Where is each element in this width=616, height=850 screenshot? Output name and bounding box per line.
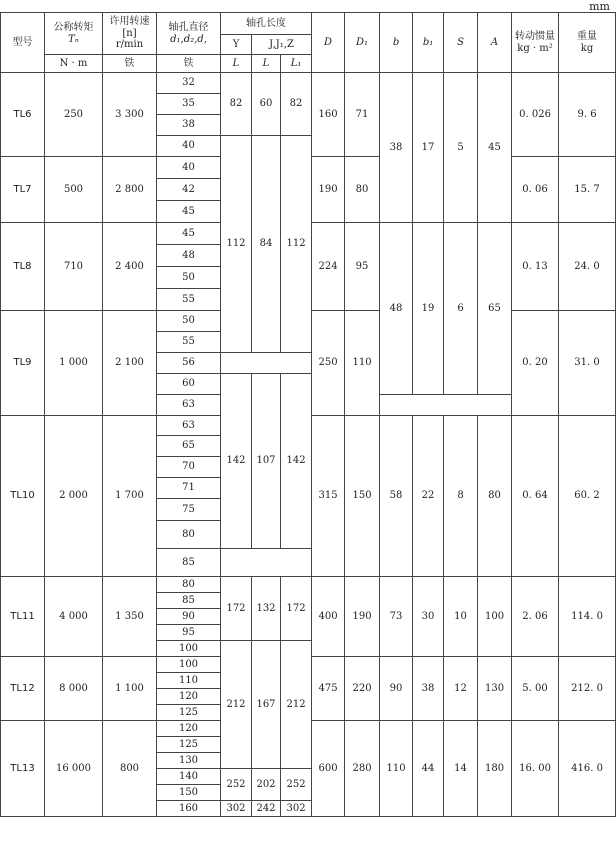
weight-cell: 212. 0 [559,657,616,721]
D-cell: 315 [312,416,345,577]
diameter-cell: 120 [157,721,221,737]
inertia-cell: 0. 13 [512,223,559,311]
model-name: TL11 [1,577,45,657]
D1-cell: 71 [345,73,380,157]
diameter-cell: 130 [157,753,221,769]
diameter-cell: 160 [157,801,221,817]
diameter-cell: 56 [157,353,221,374]
coupling-spec-table [0,12,616,817]
inertia-cell: 5. 00 [512,657,559,721]
D-cell: 475 [312,657,345,721]
torque-cell: 1 000 [45,311,103,416]
S-cell: 14 [444,721,478,817]
header-bore: 轴孔直径 d₁,d₂,d, [157,13,221,55]
header-L-j: L [252,55,281,73]
diameter-cell: 50 [157,311,221,332]
model-name: TL10 [1,416,45,577]
diameter-cell: 42 [157,179,221,201]
inertia-cell: 0. 20 [512,311,559,416]
header-speed-material: 铁 [103,55,157,73]
diameter-cell: 40 [157,157,221,179]
header-D1: D₁ [345,13,380,73]
b-cell: 38 [380,73,413,223]
length-l1-cell: 252 [281,769,312,801]
diameter-cell: 100 [157,641,221,657]
diameter-cell: 75 [157,499,221,521]
header-torque-unit: N · m [45,55,103,73]
torque-cell: 16 000 [45,721,103,817]
speed-cell: 1 700 [103,416,157,577]
diameter-cell: 80 [157,577,221,593]
b1-cell: 17 [413,73,444,223]
speed-cell: 2 100 [103,311,157,416]
S-cell: 5 [444,73,478,223]
b-cell: 110 [380,721,413,817]
b1-cell: 30 [413,577,444,657]
weight-cell: 60. 2 [559,416,616,577]
header-bore-material: 铁 [157,55,221,73]
length-l1-cell: 142 [281,374,312,549]
length-l1-cell: 302 [281,801,312,817]
diameter-cell: 65 [157,436,221,457]
D1-cell: 95 [345,223,380,311]
inertia-cell: 0. 64 [512,416,559,577]
diameter-cell: 120 [157,689,221,705]
model-name: TL6 [1,73,45,157]
torque-cell: 710 [45,223,103,311]
diameter-cell: 32 [157,73,221,94]
length-y-cell: 82 [221,73,252,136]
diameter-cell: 60 [157,374,221,395]
diameter-cell: 50 [157,267,221,289]
weight-cell: 416. 0 [559,721,616,817]
torque-cell: 250 [45,73,103,157]
length-l1-cell: 212 [281,641,312,769]
b-cell: 48 [380,223,413,395]
diameter-cell: 95 [157,625,221,641]
D-cell: 190 [312,157,345,223]
diameter-cell: 110 [157,673,221,689]
weight-cell: 31. 0 [559,311,616,416]
header-b1: b₁ [413,13,444,73]
model-name: TL7 [1,157,45,223]
torque-cell: 8 000 [45,657,103,721]
length-y-cell: 212 [221,641,252,769]
diameter-cell: 48 [157,245,221,267]
diameter-cell: 80 [157,521,221,549]
weight-cell: 114. 0 [559,577,616,657]
diameter-cell: 55 [157,289,221,311]
length-j-cell: 132 [252,577,281,641]
A-cell: 65 [478,223,512,395]
weight-cell: 9. 6 [559,73,616,157]
speed-cell: 2 400 [103,223,157,311]
speed-cell: 3 300 [103,73,157,157]
diameter-cell: 100 [157,657,221,673]
header-length: 轴孔长度 [221,13,312,35]
length-j-cell: 167 [252,641,281,769]
diameter-cell: 85 [157,593,221,609]
A-cell: 45 [478,73,512,223]
S-cell: 8 [444,416,478,577]
header-model: 型号 [1,13,45,73]
D-cell: 600 [312,721,345,817]
length-y-cell: 172 [221,577,252,641]
b-cell: 90 [380,657,413,721]
inertia-cell: 16. 00 [512,721,559,817]
diameter-cell: 125 [157,705,221,721]
D-cell: 224 [312,223,345,311]
diameter-cell: 63 [157,395,221,416]
diameter-cell: 70 [157,457,221,478]
D1-cell: 280 [345,721,380,817]
A-cell: 130 [478,657,512,721]
model-name: TL12 [1,657,45,721]
torque-cell: 500 [45,157,103,223]
S-cell: 12 [444,657,478,721]
A-cell: 180 [478,721,512,817]
inertia-cell: 0. 06 [512,157,559,223]
header-L1: L₁ [281,55,312,73]
S-cell: 10 [444,577,478,657]
length-y-cell: 302 [221,801,252,817]
inertia-cell: 0. 026 [512,73,559,157]
header-D: D [312,13,345,73]
A-cell: 80 [478,416,512,577]
length-l1-cell: 112 [281,136,312,353]
speed-cell: 1 350 [103,577,157,657]
header-speed: 许用转速 [n] r/min [103,13,157,55]
diameter-cell: 40 [157,136,221,157]
inertia-cell: 2. 06 [512,577,559,657]
D1-cell: 150 [345,416,380,577]
diameter-cell: 140 [157,769,221,785]
diameter-cell: 150 [157,785,221,801]
D-cell: 400 [312,577,345,657]
length-l1-cell: 172 [281,577,312,641]
b-cell: 73 [380,577,413,657]
length-y-cell: 252 [221,769,252,801]
diameter-cell: 63 [157,416,221,436]
diameter-cell: 38 [157,115,221,136]
D-cell: 160 [312,73,345,157]
length-j-cell: 84 [252,136,281,353]
b1-cell: 22 [413,416,444,577]
speed-cell: 1 100 [103,657,157,721]
D1-cell: 220 [345,657,380,721]
unit-label: mm [589,0,610,13]
header-type-y: Y [221,35,252,55]
length-l1-cell: 82 [281,73,312,136]
header-type-j: J,J₁,Z [252,35,312,55]
header-weight: 重量 kg [559,13,616,73]
length-y-cell: 142 [221,374,252,549]
header-inertia: 转动惯量 kg · m² [512,13,559,73]
header-L-y: L [221,55,252,73]
weight-cell: 24. 0 [559,223,616,311]
diameter-cell: 71 [157,478,221,499]
diameter-cell: 125 [157,737,221,753]
header-A: A [478,13,512,73]
b1-cell: 38 [413,657,444,721]
torque-cell: 2 000 [45,416,103,577]
speed-cell: 800 [103,721,157,817]
weight-cell: 15. 7 [559,157,616,223]
torque-cell: 4 000 [45,577,103,657]
D1-cell: 190 [345,577,380,657]
diameter-cell: 90 [157,609,221,625]
model-name: TL9 [1,311,45,416]
header-b: b [380,13,413,73]
D-cell: 250 [312,311,345,416]
diameter-cell: 45 [157,223,221,245]
b1-cell: 19 [413,223,444,395]
length-y-cell: 112 [221,136,252,353]
header-S: S [444,13,478,73]
A-cell: 100 [478,577,512,657]
b1-cell: 44 [413,721,444,817]
diameter-cell: 35 [157,94,221,115]
length-j-cell: 107 [252,374,281,549]
D1-cell: 110 [345,311,380,416]
diameter-cell: 55 [157,332,221,353]
diameter-cell: 45 [157,201,221,223]
diameter-cell: 85 [157,549,221,577]
D1-cell: 80 [345,157,380,223]
model-name: TL8 [1,223,45,311]
header-torque: 公称转矩 Tₙ [45,13,103,55]
speed-cell: 2 800 [103,157,157,223]
b-cell: 58 [380,416,413,577]
model-name: TL13 [1,721,45,817]
length-j-cell: 60 [252,73,281,136]
length-j-cell: 242 [252,801,281,817]
S-cell: 6 [444,223,478,395]
length-j-cell: 202 [252,769,281,801]
